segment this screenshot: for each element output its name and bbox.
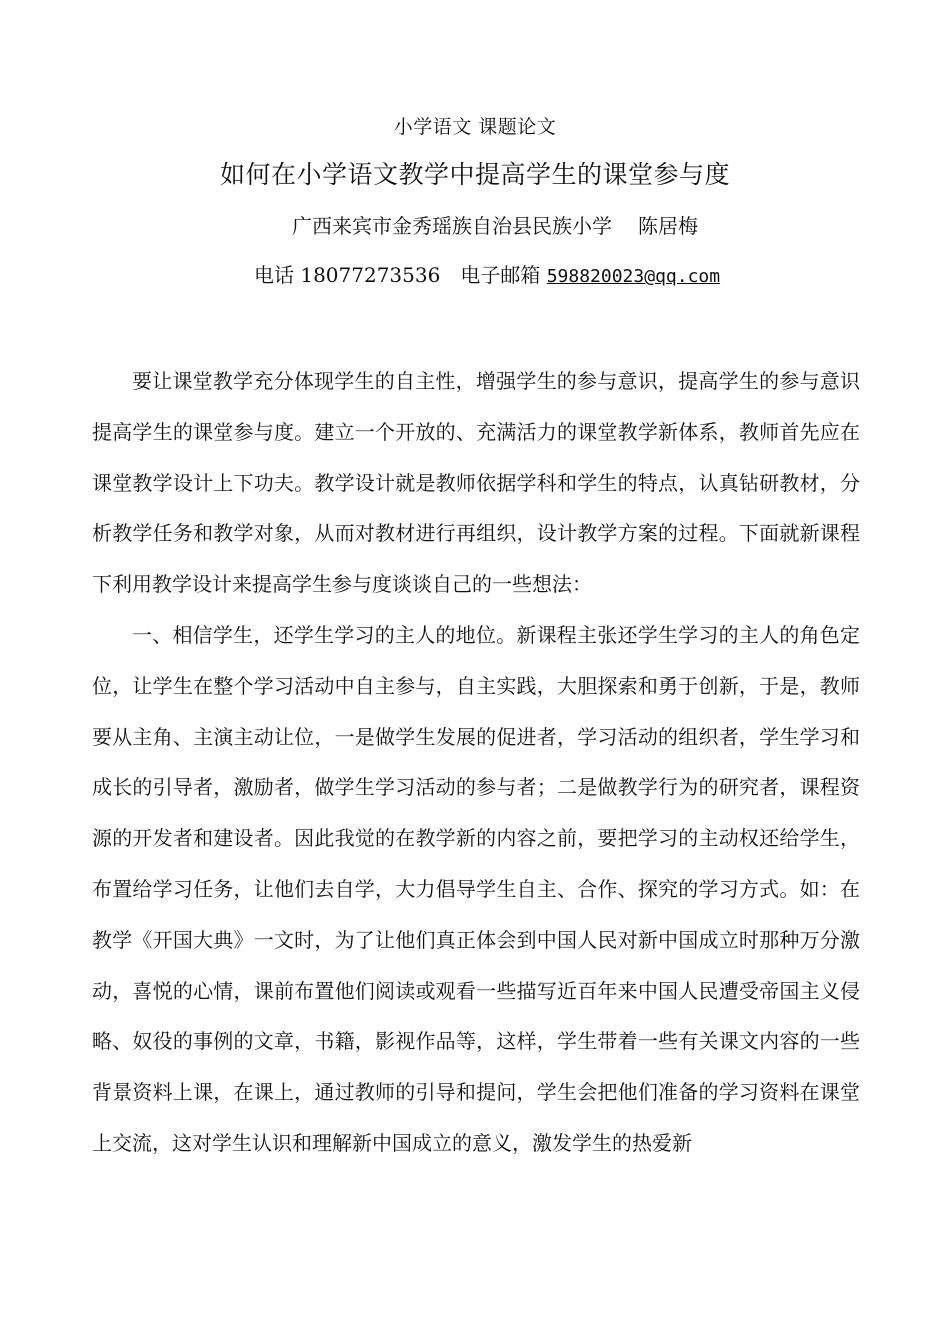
email-label: 电子邮箱 [460,263,541,287]
body-paragraph: 要让课堂教学充分体现学生的自主性，增强学生的参与意识，提高学生的参与意识提高学生的课堂参与度。建立一个开放的、充满活力的课堂教学新体系，教师首先应在课堂教学设计上下功夫。教学设计就是教师依据学科和学生的特点，认真钻研教材，分析教学任务和教学对象，从而对教材进行再组织，设计教学方案的过程。下面就新课程下利用教学设计来提高学生参与度谈谈自己的一些想法： [92,369,860,597]
author-school: 广西来宾市金秀瑶族自治县民族小学 [292,214,612,238]
author-name: 陈居梅 [638,214,698,238]
contact-line [254,260,720,292]
phone-number: 18077273536 [300,263,441,287]
body-paragraph: 一、相信学生，还学生学习的主人的地位。新课程主张还学生学习的主人的角色定位，让学生在整个学习活动中自主参与，自主实践，大胆探索和勇于创新，于是，教师要从主角、主演主动让位，一是做学生发展的促进者，学习活动的组织者，学生学习和成长的引导者，激励者，做学生学习活动的参与者；二是做教学行为的研究者，课程资源的开发者和建设者。因此我觉的在教学新的内容之前，要把学习的主动权还给学生，布置给学习任务，让他们去自学，大力倡导学生自主、合作、探究的学习方式。如：在教学《开国大典》一文时，为了让他们真正体会到中国人民对新中国成立时那种万分激动，喜悦的心情，课前布置他们阅读或观看一些描写近百年来中国人民遭受帝国主义侵略、奴役的事例的文章，书籍，影视作品等，这样，学生带着一些有关课文内容的一些背景资料上课，在课上，通过教师的引导和提问，学生会把他们准备的学习资料在课堂上交流，这对学生认识和理解新中国成立的意义，激发学生的热爱新 [92,622,860,1155]
email-link[interactable]: 598820023@qq.com [546,266,721,287]
paper-title: 如何在小学语文教学中提高学生的课堂参与度 [219,160,730,189]
phone-label: 电话 [254,263,294,287]
body-text [92,356,860,1169]
paper-category: 小学语文 课题论文 [393,116,557,138]
author-line [292,211,698,241]
